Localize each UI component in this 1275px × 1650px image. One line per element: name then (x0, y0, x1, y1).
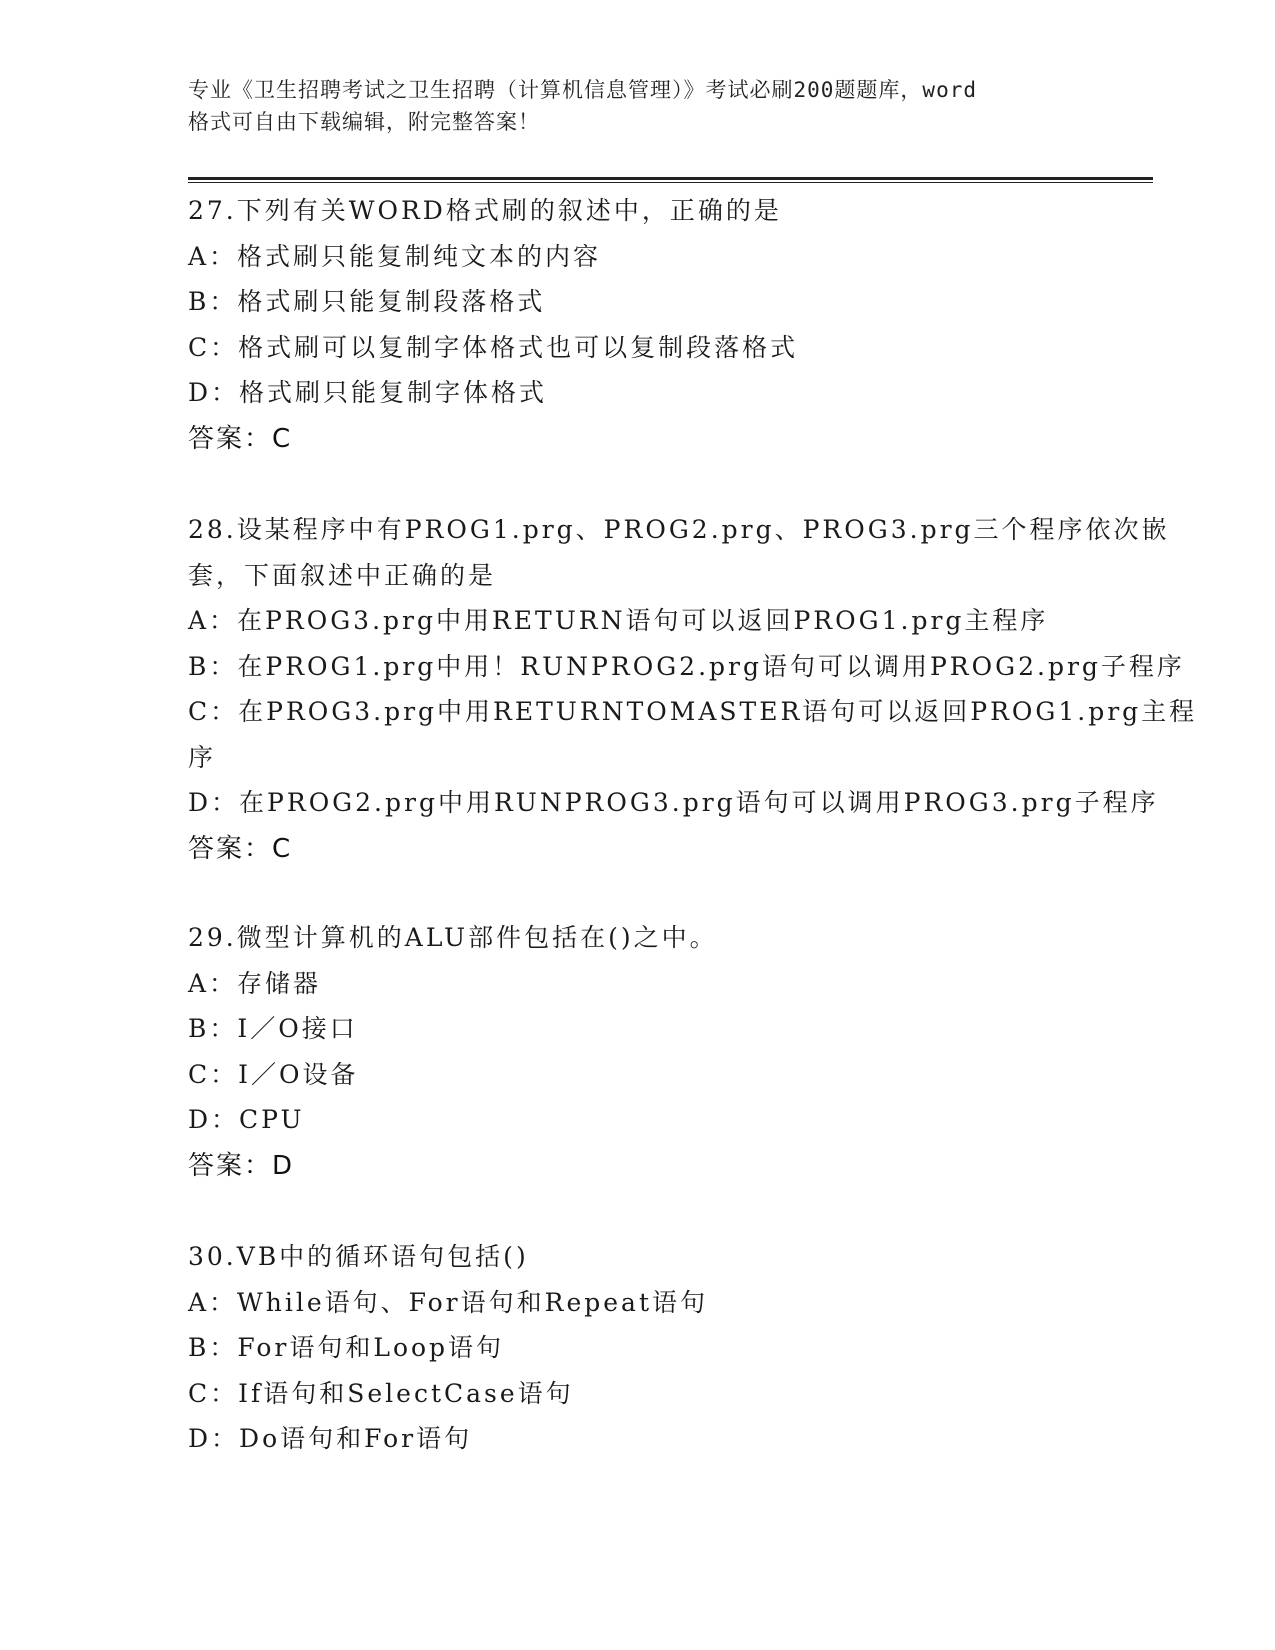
question-stem: 27.下列有关WORD格式刷的叙述中，正确的是 (188, 196, 782, 225)
option-b: B：在PROG1.prg中用！RUNPROG2.prg语句可以调用PROG2.prg子程序 (188, 651, 1185, 681)
document-header (188, 74, 1088, 138)
question-stem: 30.VB中的循环语句包括() (188, 1242, 529, 1271)
option-c: C：格式刷可以复制字体格式也可以复制段落格式 (188, 332, 799, 362)
option-d: D：Do语句和For语句 (188, 1424, 473, 1453)
question-stem-line-1: 28.设某程序中有PROG1.prg、PROG2.prg、PROG3.prg三个程序依次嵌 (188, 515, 1170, 544)
option-b: B：I／O接口 (188, 1014, 358, 1043)
question-stem: 29.微型计算机的ALU部件包括在()之中。 (188, 923, 718, 952)
option-c: C：If语句和SelectCase语句 (188, 1378, 574, 1408)
option-c-continued: 序 (188, 742, 217, 772)
question-stem-line-2: 套，下面叙述中正确的是 (188, 560, 497, 590)
option-b: B：格式刷只能复制段落格式 (188, 287, 546, 316)
option-a: A：存储器 (188, 968, 322, 998)
header-line-1: 专业《卫生招聘考试之卫生招聘（计算机信息管理）》考试必刷200题题库，word (188, 78, 977, 102)
header-divider-thick (188, 177, 1153, 180)
option-a: A：在PROG3.prg中用RETURN语句可以返回PROG1.prg主程序 (188, 606, 1049, 635)
answer-label: 答案：D (188, 1150, 295, 1181)
option-c: C：I／O设备 (188, 1059, 359, 1089)
header-line-2: 格式可自由下载编辑，附完整答案！ (188, 110, 540, 134)
question-28 (188, 507, 1198, 872)
answer-label: 答案：C (188, 833, 293, 864)
option-a: A：格式刷只能复制纯文本的内容 (188, 241, 602, 271)
option-d: D：格式刷只能复制字体格式 (188, 378, 548, 407)
answer-label: 答案：C (188, 423, 293, 454)
option-d: D：CPU (188, 1105, 305, 1134)
option-d: D：在PROG2.prg中用RUNPROG3.prg语句可以调用PROG3.prg子程序 (188, 788, 1159, 817)
question-29 (188, 915, 1088, 1189)
option-c: C：在PROG3.prg中用RETURNTOMASTER语句可以返回PROG1.prg主程 (188, 697, 1198, 726)
option-a: A：While语句、For语句和Repeat语句 (188, 1287, 708, 1317)
question-27 (188, 188, 1088, 462)
option-b: B：For语句和Loop语句 (188, 1333, 505, 1362)
header-divider-thin (188, 182, 1153, 183)
question-30 (188, 1234, 1088, 1462)
